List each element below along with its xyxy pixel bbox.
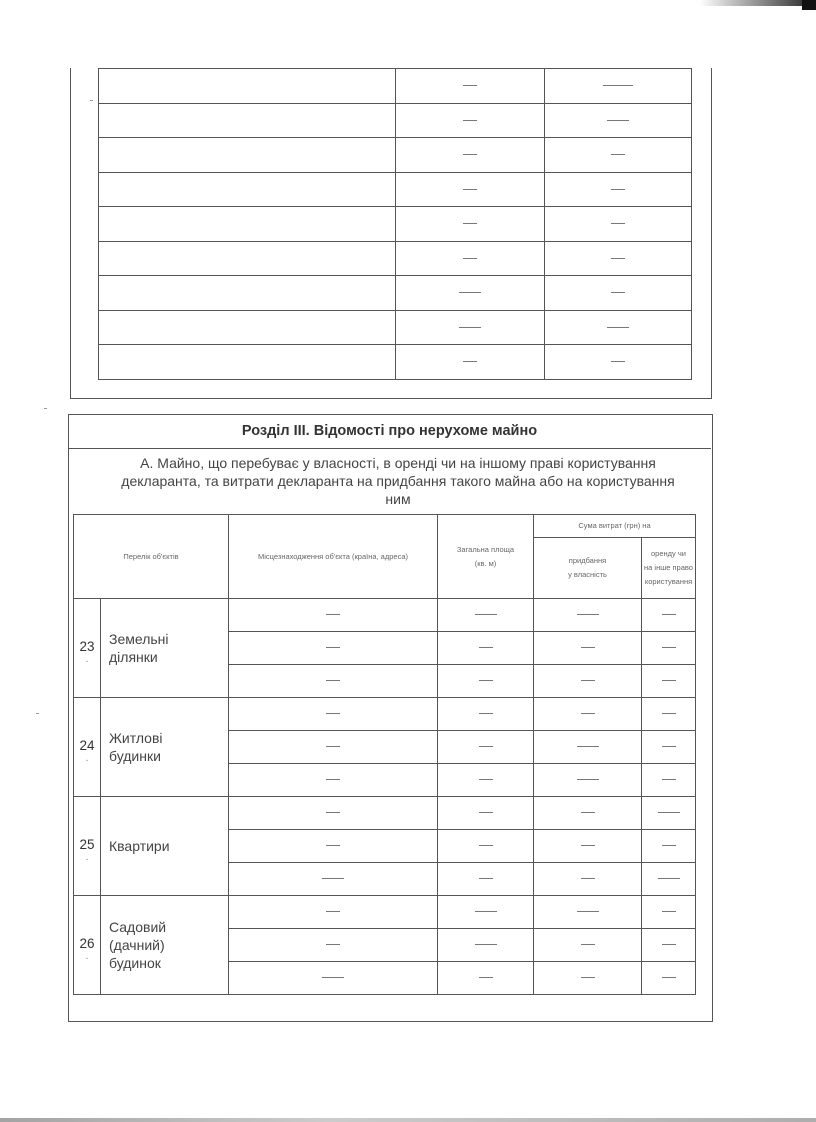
dash-mark	[611, 292, 625, 293]
dash-mark	[322, 977, 344, 978]
dash-mark	[581, 878, 595, 879]
dash-mark	[662, 614, 676, 615]
table-row	[74, 698, 696, 731]
table-row	[74, 599, 696, 632]
dash-mark	[603, 85, 633, 86]
row-category: Житлові будинки	[101, 698, 229, 797]
dash-mark	[658, 878, 680, 879]
dash-mark	[662, 911, 676, 912]
header-rent-line2: на інше право	[644, 563, 693, 572]
subsection-letter: А	[140, 455, 150, 471]
scan-corner-mark	[802, 0, 816, 10]
dash-mark	[479, 647, 493, 648]
dash-mark	[662, 713, 676, 714]
dash-mark	[479, 845, 493, 846]
dash-mark	[611, 223, 625, 224]
header-purchase-line2: у власність	[568, 570, 607, 579]
dash-mark	[577, 614, 599, 615]
dash-mark	[479, 977, 493, 978]
dash-mark	[581, 647, 595, 648]
dash-mark	[662, 779, 676, 780]
dash-mark	[322, 878, 344, 879]
header-area	[438, 515, 534, 599]
dash-mark	[581, 977, 595, 978]
dash-mark	[326, 812, 340, 813]
dash-mark	[662, 647, 676, 648]
row-number: 25 .	[74, 797, 101, 896]
row-number: 24 .	[74, 698, 101, 797]
dash-mark	[459, 292, 481, 293]
table-row	[99, 138, 692, 173]
scan-edge-bottom	[0, 1118, 816, 1122]
dash-mark	[326, 713, 340, 714]
header-object-list: Перелік об'єктів	[74, 515, 229, 599]
dash-mark	[326, 779, 340, 780]
dash-mark	[581, 713, 595, 714]
dash-mark	[662, 680, 676, 681]
header-location: Місцезнаходження об'єкта (країна, адреса)	[229, 515, 438, 599]
dash-mark	[662, 944, 676, 945]
table-row	[99, 345, 692, 380]
dash-mark	[662, 746, 676, 747]
header-area-line1: Загальна площа	[456, 544, 515, 554]
header-purchase	[534, 538, 642, 599]
row-category: Квартири	[101, 797, 229, 896]
row-category: Садовий (дачний) будинок	[101, 896, 229, 995]
dash-mark	[463, 258, 477, 259]
dash-mark	[326, 680, 340, 681]
header-expenses: Сума витрат (грн) на	[534, 515, 696, 538]
dash-mark	[326, 845, 340, 846]
dash-mark	[463, 154, 477, 155]
table-row	[99, 69, 692, 104]
dash-mark	[475, 614, 497, 615]
dash-mark	[577, 779, 599, 780]
dash-mark	[463, 189, 477, 190]
dash-mark	[463, 223, 477, 224]
row-category: Земельні ділянки	[101, 599, 229, 698]
dash-mark	[581, 944, 595, 945]
dash-mark	[611, 258, 625, 259]
table-row	[74, 896, 696, 929]
dash-mark	[479, 680, 493, 681]
dash-mark	[577, 746, 599, 747]
dash-mark	[326, 944, 340, 945]
header-row	[74, 515, 696, 538]
dash-mark	[577, 911, 599, 912]
dash-mark	[326, 911, 340, 912]
dash-mark	[607, 327, 629, 328]
header-rent-line1: оренду чи	[651, 549, 686, 558]
header-rent	[642, 538, 696, 599]
dash-mark	[459, 327, 481, 328]
dash-mark	[581, 812, 595, 813]
dash-mark	[581, 680, 595, 681]
dash-mark	[326, 614, 340, 615]
previous-section-table	[98, 68, 692, 380]
subsection-title	[118, 454, 678, 508]
row-number: 23 .	[74, 599, 101, 698]
table-row	[99, 172, 692, 207]
table-row	[99, 103, 692, 138]
dash-mark	[611, 361, 625, 362]
dash-mark	[479, 713, 493, 714]
table-row	[99, 241, 692, 276]
scan-speck	[36, 713, 39, 714]
table-row	[74, 797, 696, 830]
table-row	[99, 310, 692, 345]
subsection-text: . Майно, що перебуває у власності, в оренді чи на іншому праві користування декларанта, та витрати декларанта на придбання такого майна або на користування ним	[121, 455, 675, 507]
table-row	[99, 276, 692, 311]
dash-mark	[326, 647, 340, 648]
dash-mark	[611, 154, 625, 155]
header-area-line2: (кв. м)	[474, 558, 497, 568]
dash-mark	[607, 120, 629, 121]
dash-mark	[479, 779, 493, 780]
dash-mark	[463, 85, 477, 86]
dash-mark	[658, 812, 680, 813]
section-title: Розділ ІІІ. Відомості про нерухоме майно	[68, 414, 711, 449]
dash-mark	[475, 911, 497, 912]
dash-mark	[611, 189, 625, 190]
dash-mark	[581, 845, 595, 846]
scan-speck	[44, 408, 47, 409]
dash-mark	[463, 361, 477, 362]
dash-mark	[463, 120, 477, 121]
dash-mark	[662, 845, 676, 846]
dash-mark	[326, 746, 340, 747]
scan-edge-top	[700, 0, 816, 6]
header-purchase-line1: придбання	[568, 556, 607, 565]
dash-mark	[479, 878, 493, 879]
header-rent-line3: користування	[644, 577, 693, 586]
real-estate-table	[73, 514, 696, 995]
row-number: 26 .	[74, 896, 101, 995]
table-row	[99, 207, 692, 242]
dash-mark	[475, 944, 497, 945]
dash-mark	[479, 746, 493, 747]
dash-mark	[479, 812, 493, 813]
dash-mark	[662, 977, 676, 978]
